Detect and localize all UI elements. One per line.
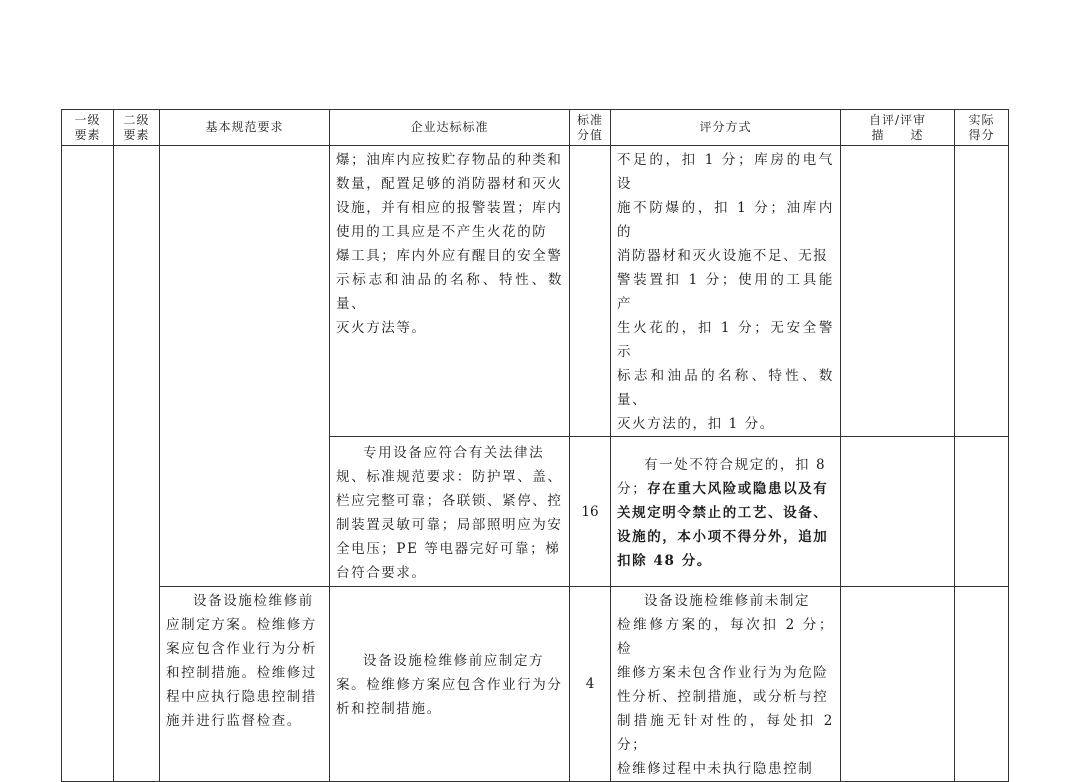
header-row bbox=[62, 110, 1009, 146]
scoring-bold-text: 存在重大风险或隐患以及有 关规定明令禁止的工艺、设备、 设施的，本小项不得分外，追加 扣除 48 分。 bbox=[617, 480, 829, 569]
header-basic-requirement: 基本规范要求 bbox=[160, 110, 330, 146]
level2-cell bbox=[114, 146, 160, 782]
score-cell: 16 bbox=[570, 437, 611, 587]
basic-requirement-cell bbox=[160, 146, 330, 587]
scoring-method-cell bbox=[611, 437, 841, 587]
header-enterprise-standard: 企业达标标准 bbox=[330, 110, 570, 146]
header-level1: 一级 要素 bbox=[62, 110, 114, 146]
basic-requirement-cell: 设备设施检维修前 应制定方案。检维修方 案应包含作业行为分析 和控制措施。检维修过 程中应执行隐患控制措 施并进行监督检查。 bbox=[160, 587, 330, 782]
evaluation-table bbox=[61, 109, 1009, 782]
self-evaluation-cell bbox=[841, 437, 955, 587]
scoring-method-cell: 设备设施检维修前未制定 检维修方案的，每次扣 2 分；检 维修方案未包含作业行为为危险 性分析、控制措施，或分析与控 制措施无针对性的，每处扣 2 分； 检维修过程中未执行隐患控制 bbox=[611, 587, 841, 782]
self-evaluation-cell bbox=[841, 146, 955, 437]
enterprise-standard-cell: 设备设施检维修前应制定方 案。检维修方案应包含作业行为分 析和控制措施。 bbox=[330, 587, 570, 782]
score-cell: 4 bbox=[570, 587, 611, 782]
level1-cell bbox=[62, 146, 114, 782]
header-actual-score: 实际 得分 bbox=[955, 110, 1009, 146]
table-row bbox=[62, 146, 1009, 437]
header-standard-score: 标准 分值 bbox=[570, 110, 611, 146]
actual-score-cell bbox=[955, 437, 1009, 587]
actual-score-cell bbox=[955, 587, 1009, 782]
score-cell bbox=[570, 146, 611, 437]
table-row bbox=[62, 587, 1009, 782]
enterprise-standard-cell: 爆；油库内应按贮存物品的种类和 数量，配置足够的消防器材和灭火 设施，并有相应的报警装置；库内 使用的工具应是不产生火花的防 爆工具；库内外应有醒目的安全警 示标志和油品的名称、特性、数量、 灭火方法等。 bbox=[330, 146, 570, 437]
scoring-method-cell: 不足的，扣 1 分；库房的电气设 施不防爆的，扣 1 分；油库内的 消防器材和灭火设施不足、无报 警装置扣 1 分；使用的工具能产 生火花的，扣 1 分；无安全警示 标志和油品的名称、特性、数量、 灭火方法的，扣 1 分。 bbox=[611, 146, 841, 437]
enterprise-standard-cell: 专用设备应符合有关法律法 规、标准规范要求：防护罩、盖、 栏应完整可靠；各联锁、紧停、控 制装置灵敏可靠；局部照明应为安 全电压；PE 等电器完好可靠；梯 台符合要求。 bbox=[330, 437, 570, 587]
header-level2: 二级 要素 bbox=[114, 110, 160, 146]
self-evaluation-cell bbox=[841, 587, 955, 782]
header-scoring-method: 评分方式 bbox=[611, 110, 841, 146]
header-self-evaluation: 自评/评审 描 述 bbox=[841, 110, 955, 146]
actual-score-cell bbox=[955, 146, 1009, 437]
scoring-normal-text: 有一处不符合规定的，扣 8 分； bbox=[617, 456, 827, 497]
